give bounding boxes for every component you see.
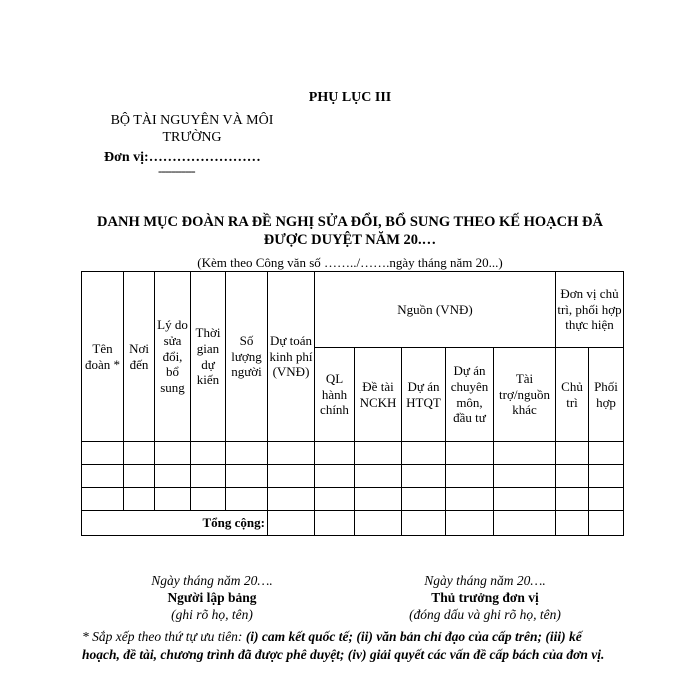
right-signature-title: Thủ trưởng đơn vị (431, 590, 539, 605)
table-row (82, 442, 624, 465)
footnote-rest: (i) cam kết quốc tế; (ii) văn bản chỉ đạo của cấp trên; (iii) kế hoạch, đề tài, chương trình đã được phê duyệt; (iv) giải quyết các vấn đề cấp bách của đơn vị. (82, 629, 605, 662)
footnote-lead: * Sắp xếp theo thứ tự ưu tiên: (82, 629, 246, 644)
table-row (82, 465, 624, 488)
header-chu-tri: Chủ trì (556, 348, 589, 442)
header-phoi-hop: Phối hợp (589, 348, 624, 442)
right-signature-note: (đóng dấu và ghi rõ họ, tên) (409, 607, 561, 622)
header-don-vi: Đơn vị chủ trì, phối hợp thực hiện (556, 272, 624, 348)
header-du-toan: Dự toán kinh phí (VNĐ) (268, 272, 315, 442)
footnote (82, 628, 622, 663)
total-label: Tổng cộng: (82, 511, 268, 536)
unit-line: Đơn vị:…………………… (104, 150, 261, 165)
left-signature-title: Người lập bảng (167, 590, 257, 605)
header-so-luong: Số lượng người (226, 272, 268, 442)
document-title-line1: DANH MỤC ĐOÀN RA ĐỀ NGHỊ SỬA ĐỔI, BỔ SUNG THEO KẾ HOẠCH ĐÃ (97, 214, 603, 230)
table-row (82, 488, 624, 511)
header-ten-doan: Tên đoàn * (82, 272, 124, 442)
ministry-name-line1: BỘ TÀI NGUYÊN VÀ MÔI (110, 113, 274, 128)
left-signature-note: (ghi rõ họ, tên) (171, 607, 253, 622)
header-ly-do: Lý do sửa đổi, bổ sung (155, 272, 191, 442)
header-de-tai: Đề tài NCKH (355, 348, 402, 442)
document-title-line2: ĐƯỢC DUYỆT NĂM 20.… (263, 232, 437, 248)
header-du-an-htqt: Dự án HTQT (402, 348, 446, 442)
document-subtitle: (Kèm theo Công văn số ……../…….ngày tháng năm 20...) (197, 255, 503, 270)
header-nguon: Nguồn (VNĐ) (315, 272, 556, 348)
table-header-row (82, 272, 624, 348)
delegation-table (81, 271, 624, 536)
header-du-an-chuyen-mon: Dự án chuyên môn, đầu tư (446, 348, 494, 442)
unit-divider: ----------- (158, 163, 195, 178)
right-signature-date: Ngày tháng năm 20…. (424, 573, 546, 588)
header-noi-den: Nơi đến (124, 272, 155, 442)
table-total-row (82, 511, 624, 536)
appendix-title: PHỤ LỤC III (308, 90, 392, 105)
header-ql-hanh-chinh: QL hành chính (315, 348, 355, 442)
left-signature-date: Ngày tháng năm 20…. (151, 573, 273, 588)
header-thoi-gian: Thời gian dự kiến (191, 272, 226, 442)
ministry-name-line2: TRƯỜNG (162, 130, 222, 145)
header-tai-tro: Tài trợ/nguồn khác (494, 348, 556, 442)
